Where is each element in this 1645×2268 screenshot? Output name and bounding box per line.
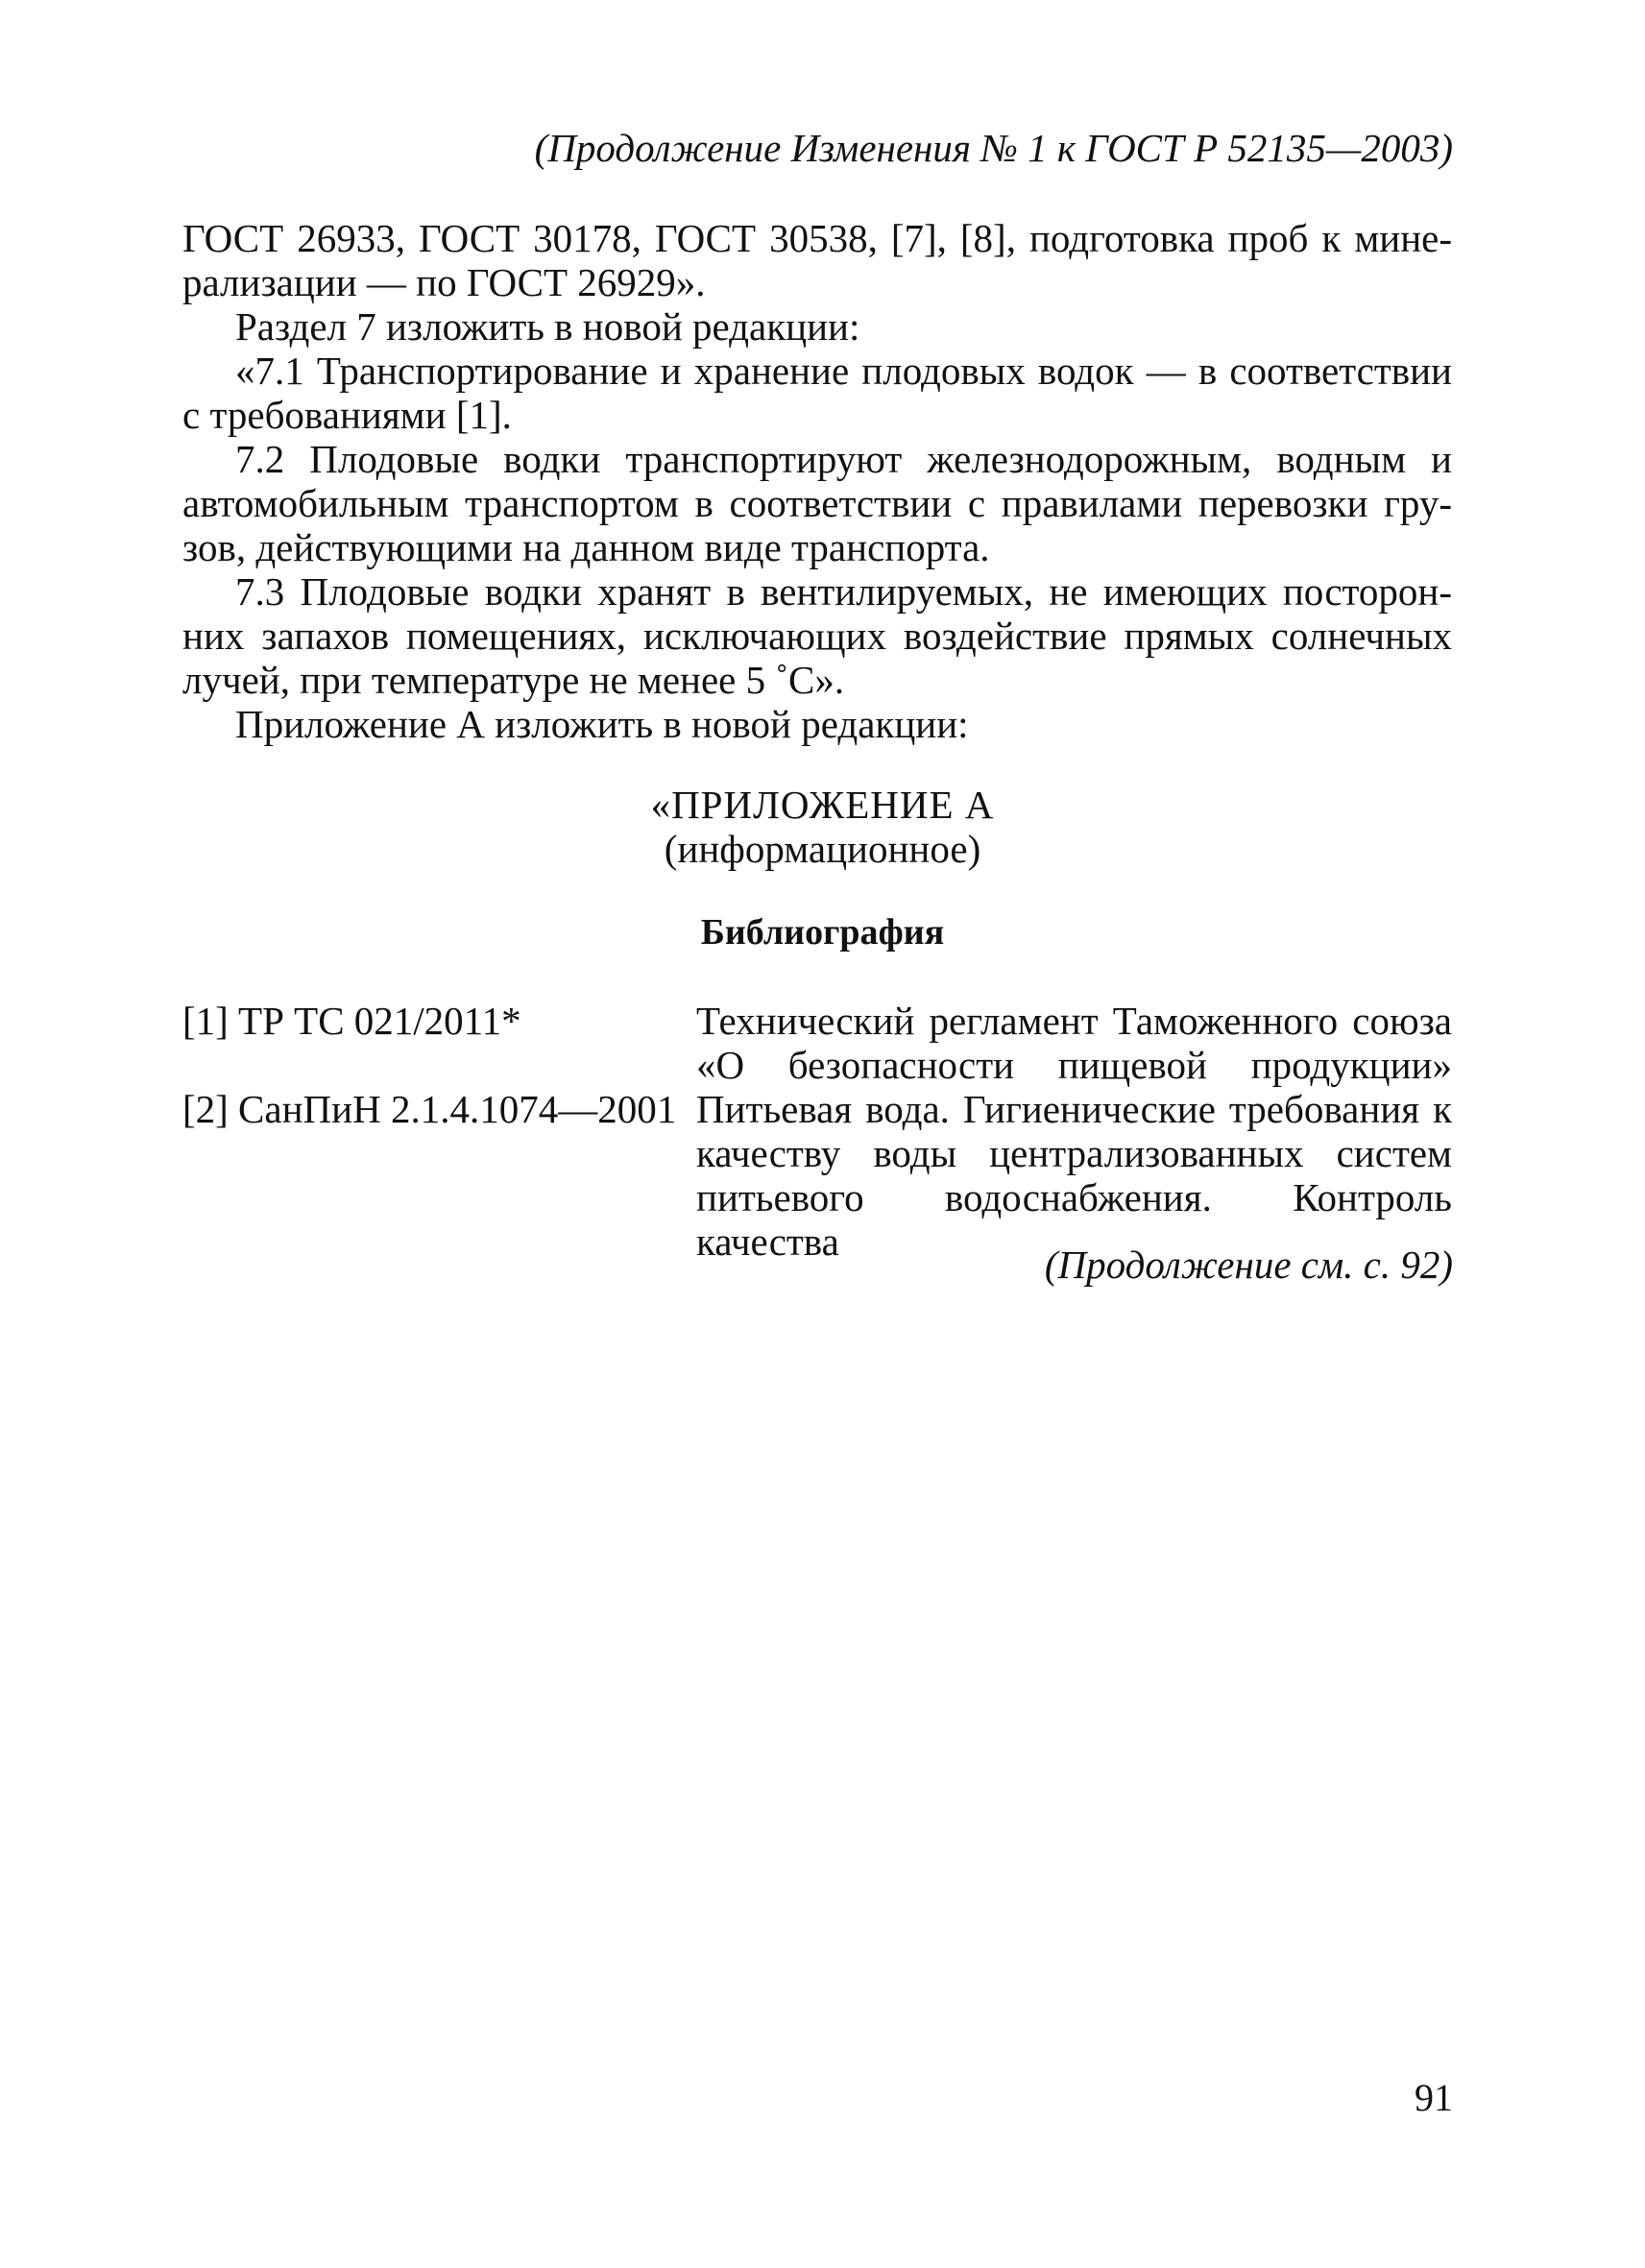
paragraph-7-2 bbox=[182, 437, 1452, 569]
bibliography-heading: Библиография bbox=[700, 912, 945, 953]
text-line: рализации — по ГОСТ 26929». bbox=[182, 260, 706, 304]
text-line: качеству воды централизованных систем bbox=[696, 1131, 1452, 1175]
appendix-subtitle: (информационное) bbox=[664, 827, 981, 871]
text-line: «О безопасности пищевой продукции» bbox=[696, 1043, 1452, 1087]
bibliography-entry bbox=[182, 1087, 1452, 1264]
text-line: Питьевая вода. Гигиенические требования к bbox=[696, 1087, 1452, 1131]
body-text bbox=[182, 216, 1452, 746]
bibliography-list bbox=[182, 999, 1452, 1264]
text-line: автомобильным транспортом в соответствии с правилами перевозки гру- bbox=[182, 481, 1452, 525]
text-line: лучей, при температуре не менее 5 ˚С». bbox=[182, 658, 845, 702]
paragraph-section-7-intro: Раздел 7 изложить в новой редакции: bbox=[235, 304, 860, 349]
text-line: с требованиями [1]. bbox=[182, 393, 512, 437]
bibliography-entry bbox=[182, 999, 1452, 1087]
bibliography-description bbox=[696, 1087, 1452, 1264]
text-line: 7.3 Плодовые водки хранят в вентилируемых, не имеющих посторон- bbox=[235, 569, 1452, 614]
text-line: «7.1 Транспортирование и хранение плодовых водок — в соответствии bbox=[235, 349, 1452, 393]
text-line: питьевого водоснабжения. Контроль качества bbox=[696, 1175, 1452, 1264]
continuation-note: (Продолжение см. с. 92) bbox=[1044, 1243, 1453, 1287]
page-number: 91 bbox=[1415, 2076, 1453, 2119]
appendix-title-block bbox=[0, 783, 1645, 871]
paragraph-7-1 bbox=[182, 349, 1452, 437]
bibliography-ref: [2] СанПиН 2.1.4.1074—2001 bbox=[182, 1087, 677, 1131]
text-line: зов, действующими на данном виде транспорта. bbox=[182, 525, 990, 569]
paragraph-appendix-intro: Приложение А изложить в новой редакции: bbox=[235, 702, 969, 746]
text-line: них запахов помещениях, исключающих воздействие прямых солнечных bbox=[182, 614, 1452, 658]
paragraph-gost-list bbox=[182, 216, 1452, 304]
appendix-title: «ПРИЛОЖЕНИЕ А bbox=[650, 783, 995, 827]
paragraph-7-3 bbox=[182, 569, 1452, 702]
bibliography-description bbox=[696, 999, 1452, 1087]
bibliography-ref: [1] ТР ТС 021/2011* bbox=[182, 999, 521, 1043]
text-line: 7.2 Плодовые водки транспортируют железнодорожным, водным и bbox=[235, 437, 1452, 481]
text-line: Технический регламент Таможенного союза bbox=[696, 999, 1452, 1043]
running-header: (Продолжение Изменения № 1 к ГОСТ Р 52135—2003) bbox=[534, 126, 1453, 170]
text-line: ГОСТ 26933, ГОСТ 30178, ГОСТ 30538, [7], [8], подготовка проб к мине- bbox=[182, 216, 1452, 260]
